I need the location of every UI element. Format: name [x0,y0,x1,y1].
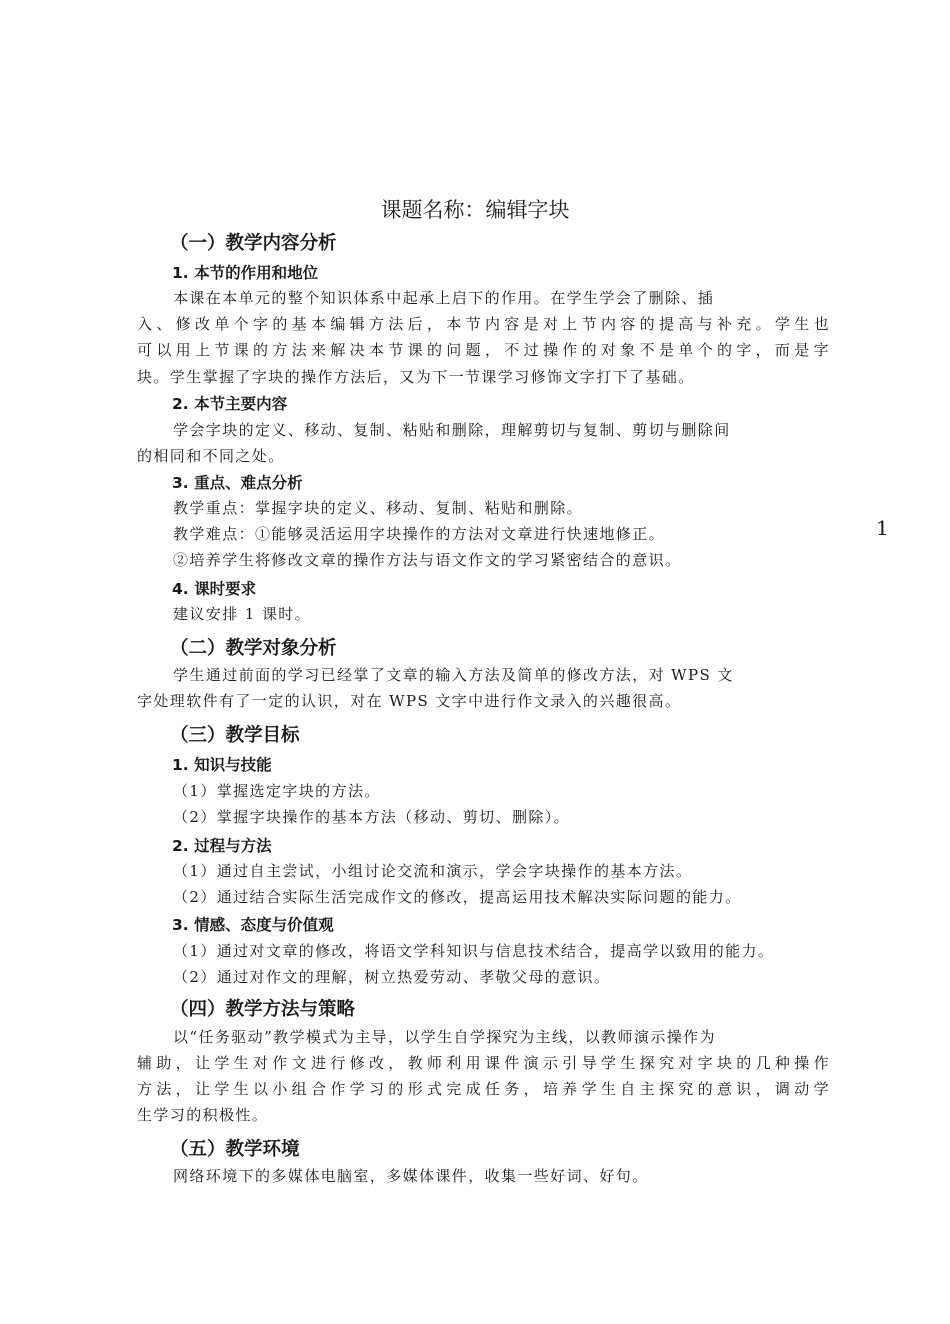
subsection-heading: 3. 重点、难点分析 [172,474,303,492]
paragraph-line: 学会字块的定义、移动、复制、粘贴和删除，理解剪切与复制、剪切与删除间 [173,421,731,439]
section-heading: （五）教学环境 [170,1139,300,1160]
paragraph-line: 的相同和不同之处。 [137,447,285,465]
document-title: 课题名称：编辑字块 [380,198,570,222]
list-item: （2）掌握字块操作的基本方法（移动、剪切、删除）。 [173,808,571,826]
paragraph-line: 可以用上节课的方法来解决本节课的问题，不过操作的对象不是单个的字，而是字 [137,341,830,359]
paragraph-line: 方法，让学生以小组合作学习的形式完成任务，培养学生自主探究的意识，调动学 [137,1080,830,1098]
section-heading: （一）教学内容分析 [170,233,337,254]
paragraph-line: 本课在本单元的整个知识体系中起承上启下的作用。在学生学会了删除、插 [173,289,715,307]
paragraph-line: 学生通过前面的学习已经掌了文章的输入方法及简单的修改方法，对 WPS 文 [173,666,734,684]
list-item: （1）通过对文章的修改，将语文学科知识与信息技术结合，提高学以致用的能力。 [173,942,775,960]
page-number: 1 [876,516,889,540]
section-heading: （二）教学对象分析 [170,638,337,659]
paragraph-line: ②培养学生将修改文章的操作方法与语文作文的学习紧密结合的意识。 [173,551,682,569]
paragraph-line: 建议安排 1 课时。 [173,605,312,623]
paragraph-line: 字处理软件有了一定的认识，对在 WPS 文字中进行作文录入的兴趣很高。 [137,692,682,710]
subsection-heading: 1. 知识与技能 [172,756,272,774]
paragraph-line: 教学难点：①能够灵活运用字块操作的方法对文章进行快速地修正。 [173,525,666,543]
paragraph-line: 块。学生掌握了字块的操作方法后，又为下一节课学习修饰文字打下了基础。 [137,368,695,386]
subsection-heading: 1. 本节的作用和地位 [172,264,319,282]
paragraph-line: 入、修改单个字的基本编辑方法后，本节内容是对上节内容的提高与补充。学生也 [137,315,830,333]
list-item: （1）掌握选定字块的方法。 [173,782,381,800]
list-item: （1）通过自主尝试，小组讨论交流和演示，学会字块操作的基本方法。 [173,862,693,880]
section-heading: （三）教学目标 [170,725,300,746]
list-item: （2）通过结合实际生活完成作文的修改，提高运用技术解决实际问题的能力。 [173,888,742,906]
subsection-heading: 2. 本节主要内容 [172,395,288,413]
subsection-heading: 2. 过程与方法 [172,837,272,855]
paragraph-line: 辅助，让学生对作文进行修改，教师利用课件演示引导学生探究对字块的几种操作 [137,1054,830,1072]
section-heading: （四）教学方法与策略 [170,999,356,1020]
paragraph-line: 以“任务驱动”教学模式为主导，以学生自学探究为主线，以教师演示操作为 [173,1028,716,1046]
subsection-heading: 3. 情感、态度与价值观 [172,916,334,934]
paragraph-line: 教学重点：掌握字块的定义、移动、复制、粘贴和删除。 [173,499,584,517]
paragraph-line: 网络环境下的多媒体电脑室，多媒体课件，收集一些好词、好句。 [173,1167,649,1185]
subsection-heading: 4. 课时要求 [172,580,257,598]
list-item: （2）通过对作文的理解，树立热爱劳动、孝敬父母的意识。 [173,968,611,986]
paragraph-line: 生学习的积极性。 [137,1106,269,1124]
